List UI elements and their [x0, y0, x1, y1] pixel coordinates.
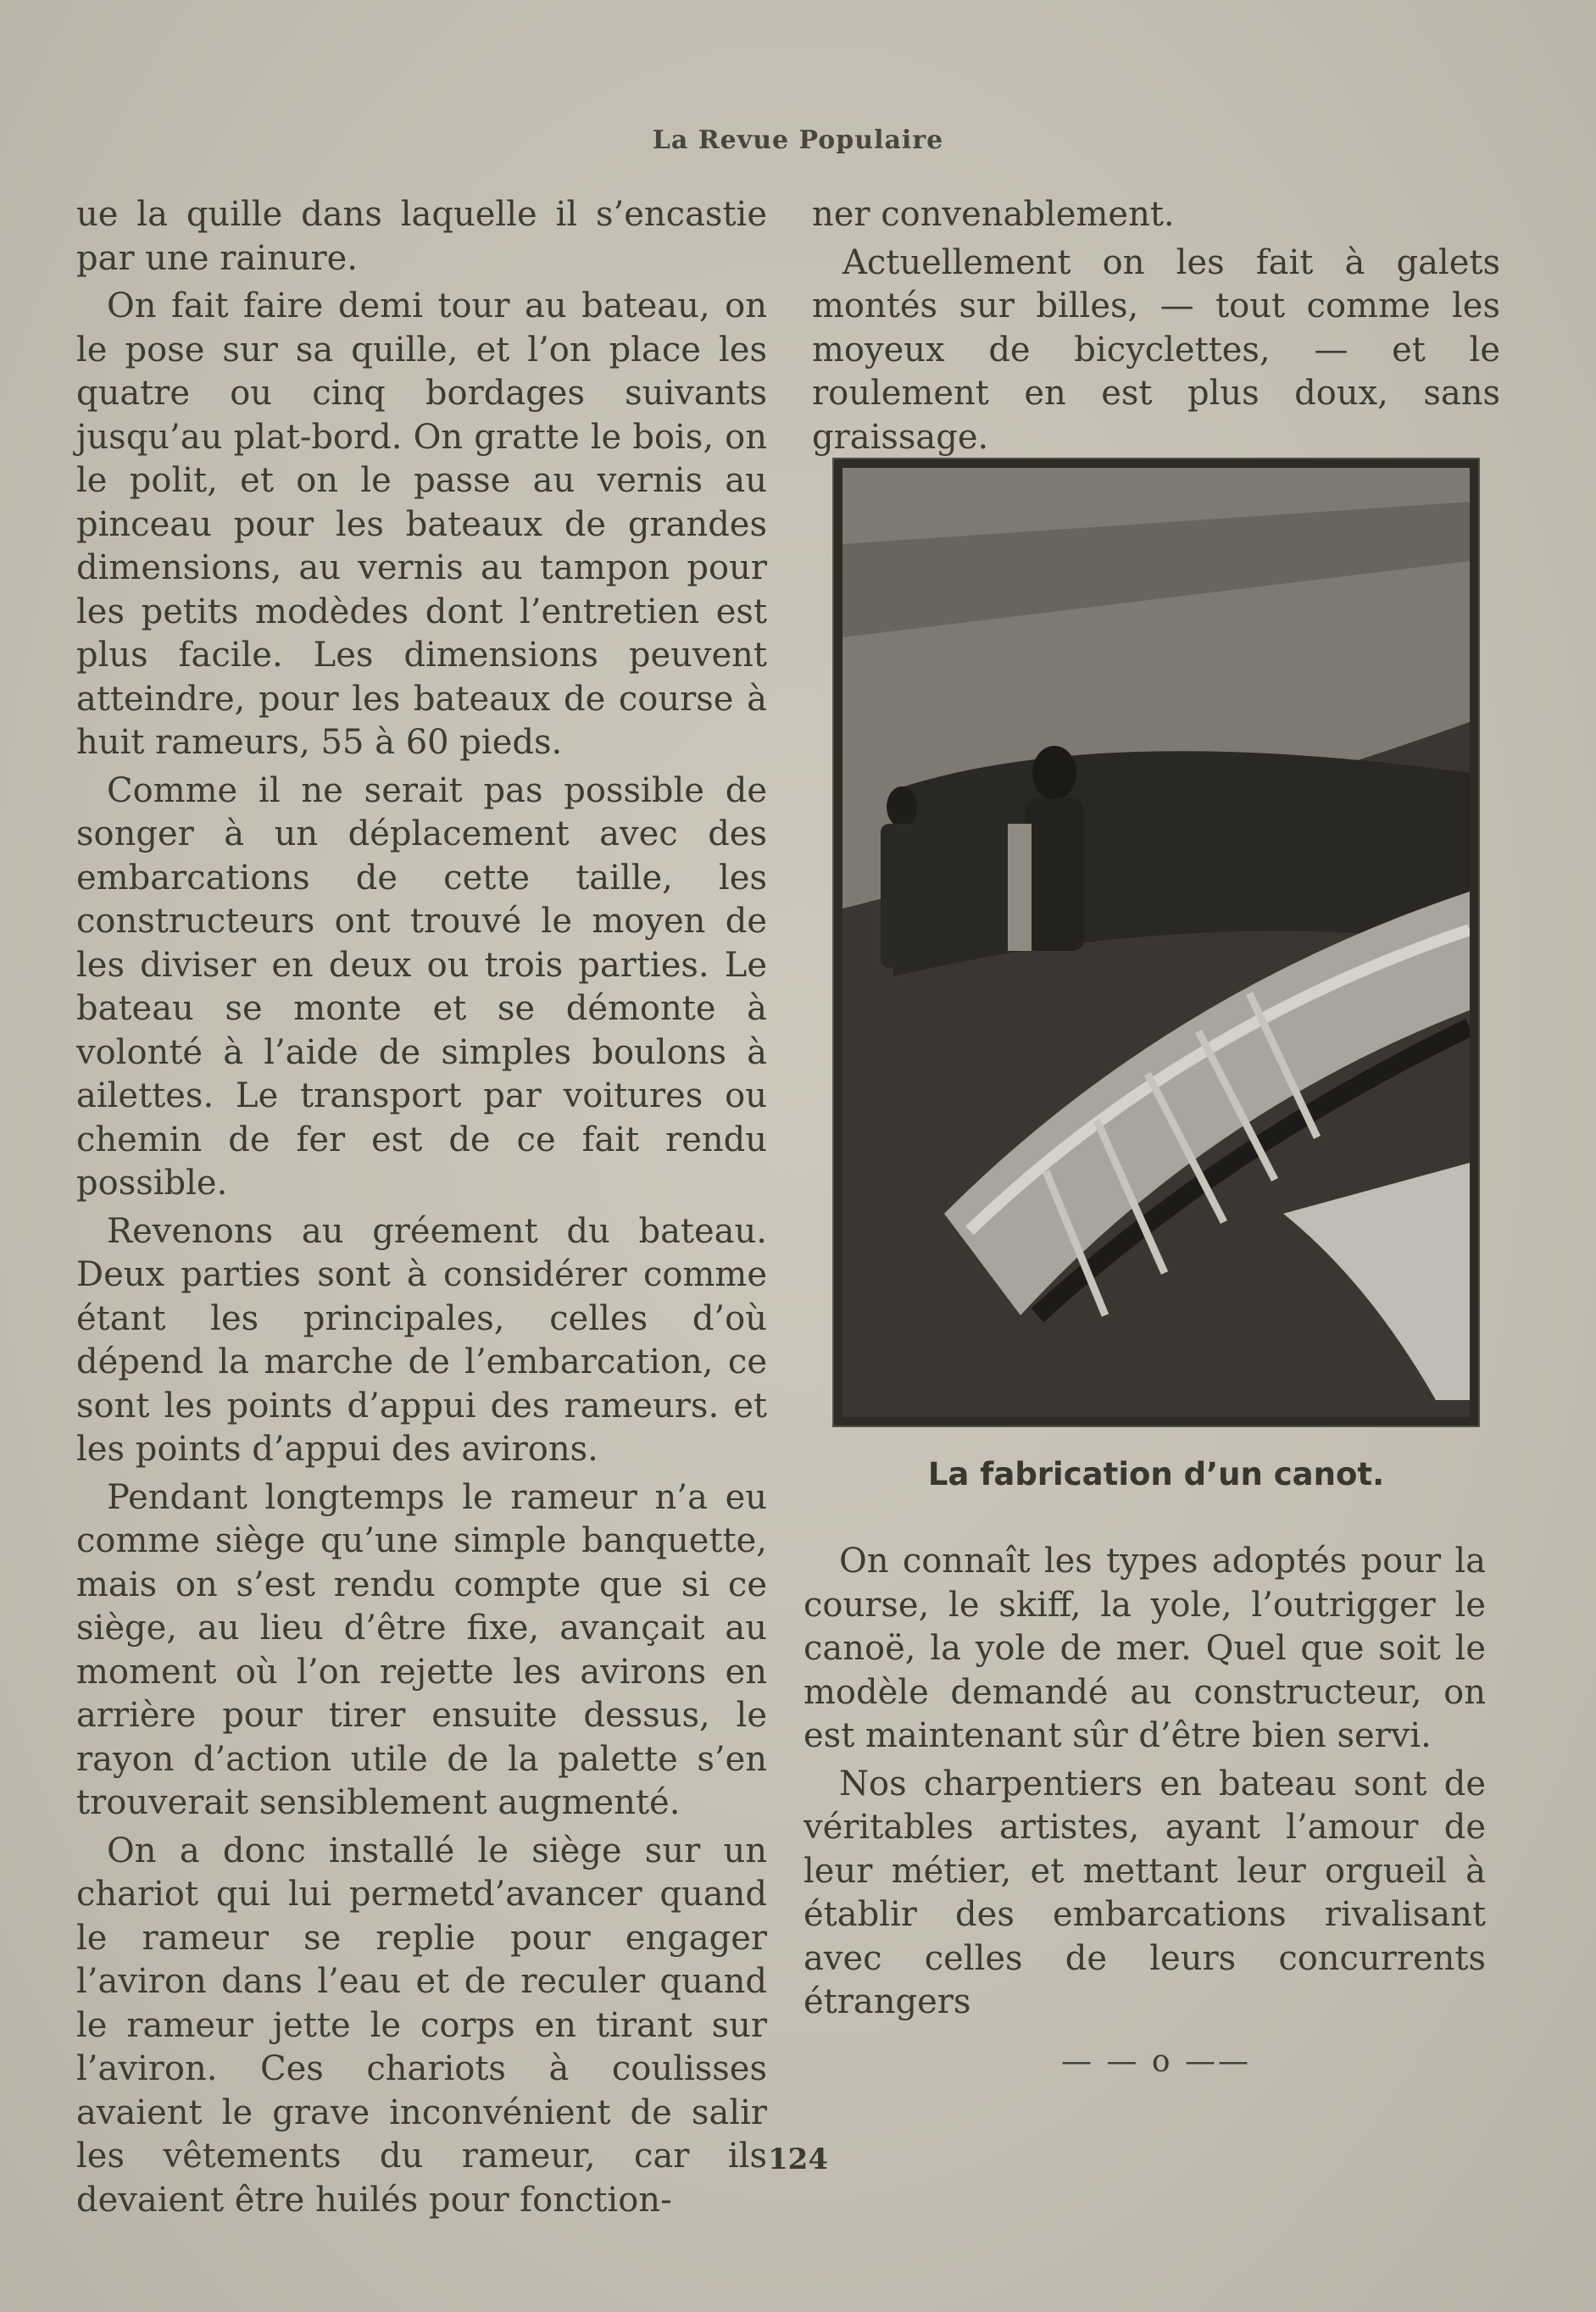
- paragraph: On fait faire demi tour au bateau, on le pose sur sa quille, et l’on place les quatre ou cinq bordages suivants jusqu’au plat-bord. On gratte le bois, on le polit, et on le passe au vernis au pinceau pour les bateaux de grandes dimensions, au vernis au tampon pour les petits modèdes dont l’entretien est plus facile. Les dimensions peuvent atteindre, pour les bateaux de course à huit rameurs, 55 à 60 pieds.: [76, 286, 767, 762]
- paragraph: ue la quille dans laquelle il s’encastie par une rainure.: [76, 195, 767, 278]
- paragraph: Actuellement on les fait à galets montés sur billes, — tout comme les moyeux de bicyclettes, — et le roulement en est plus doux, sans graissage.: [812, 242, 1500, 457]
- paragraph: Nos charpentiers en bateau sont de véritables artistes, ayant l’amour de leur métier, et mettant leur orgueil à établir des embarcations rivalisant avec celles de leurs concurrents étrangers: [804, 1764, 1486, 2021]
- running-header: La Revue Populaire: [652, 125, 944, 155]
- left-column: [76, 193, 767, 2226]
- paragraph: ner convenablement.: [812, 195, 1175, 234]
- paragraph: Comme il ne serait pas possible de songer à un déplacement avec des embarcations de cette taille, les constructeurs ont trouvé le moyen de les diviser en deux ou trois parties. Le bateau se monte et se démonte à volonté à l’aide de simples boulons à ailettes. Le transport par voitures ou chemin de fer est de ce fait rendu possible.: [76, 770, 767, 1203]
- paragraph: On connaît les types adoptés pour la course, le skiff, la yole, l’outrigger le canoë, la yole de mer. Quel que soit le modèle demandé au constructeur, on est maintenant sûr d’être bien servi.: [804, 1542, 1486, 1755]
- section-separator: — — o ——: [1060, 2044, 1251, 2079]
- right-column-lower: [804, 1540, 1486, 2029]
- photo-boat-building: [832, 458, 1480, 1427]
- photo-image: [842, 468, 1470, 1417]
- paragraph: Revenons au gréement du bateau. Deux parties sont à considérer comme étant les principales, celles d’où dépend la marche de l’embarcation, ce sont les points d’appui des rameurs. et les points d’appui des avirons.: [76, 1211, 767, 1469]
- page-number: 124: [768, 2142, 828, 2176]
- paragraph: On a donc installé le siège sur un chariot qui lui permetd’avancer quand le rameur se replie pour engager l’aviron dans l’eau et de reculer quand le rameur jette le corps en tirant sur l’aviron. Ces chariots à coulisses avaient le grave inconvénient de salir les vêtements du rameur, car ils devaient être huilés pour fonction-: [76, 1831, 767, 2220]
- right-column: [812, 193, 1500, 464]
- figure-caption: La fabrication d’un canot.: [927, 1456, 1385, 1492]
- boat-workshop-illustration: [842, 468, 1470, 1417]
- paragraph: Pendant longtemps le rameur n’a eu comme siège qu’une simple banquette, mais on s’est rendu compte que si ce siège, au lieu d’être fixe, avançait au moment où l’on rejette les avirons en arrière pour tirer ensuite dessus, le rayon d’action utile de la palette s’en trouverait sensiblement augmenté.: [76, 1477, 767, 1822]
